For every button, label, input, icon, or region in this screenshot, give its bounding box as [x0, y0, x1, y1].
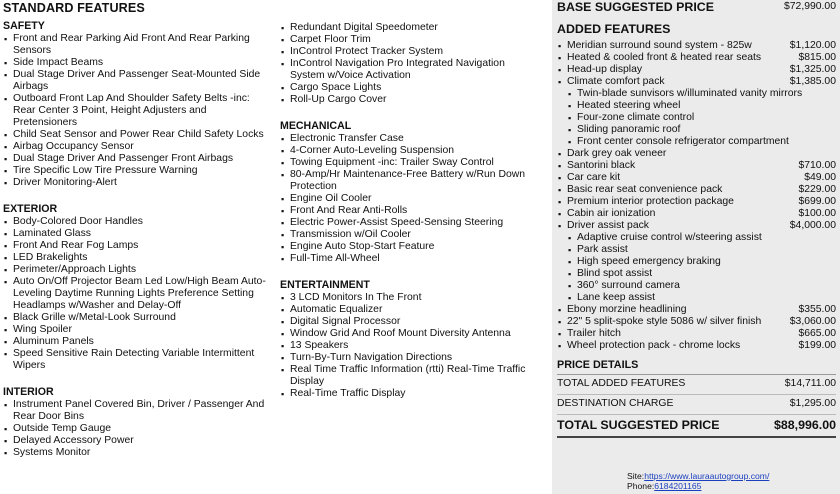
- feature-item: ▪ Speed Sensitive Rain Detecting Variable Intermittent Wipers: [3, 348, 271, 372]
- feature-item: ▪ Roll-Up Cargo Cover: [280, 94, 542, 106]
- entertainment-heading: ENTERTAINMENT: [280, 279, 370, 291]
- added-feature-name: ▪ Meridian surround sound system - 825w: [567, 40, 752, 51]
- total-price-value: $88,996.00: [773, 418, 836, 432]
- added-feature-row: [557, 64, 836, 76]
- feature-item: ▪ Front And Rear Anti-Rolls: [280, 205, 542, 217]
- base-price-label: BASE SUGGESTED PRICE: [557, 0, 714, 14]
- feature-item: ▪ Laminated Glass: [3, 228, 271, 240]
- climate-pack-contents: [557, 88, 836, 148]
- feature-item: ▪ Front And Rear Fog Lamps: [3, 240, 271, 252]
- added-feature-row: [557, 316, 836, 328]
- added-feature-price: $1,120.00: [789, 40, 836, 51]
- feature-item: ▪ Airbag Occupancy Sensor: [3, 141, 271, 153]
- phone-link[interactable]: 6184201165: [654, 481, 702, 491]
- added-feature-name: ▪ Cabin air ionization: [567, 208, 656, 219]
- base-price-value: $72,990.00: [783, 1, 836, 12]
- exterior-list: [3, 216, 271, 372]
- added-feature-row: [557, 148, 836, 160]
- feature-item: ▪ Electric Power-Assist Speed-Sensing Steering: [280, 217, 542, 229]
- feature-item: ▪ Engine Oil Cooler: [280, 193, 542, 205]
- added-feature-price: $699.00: [798, 196, 836, 207]
- feature-item: ▪ Body-Colored Door Handles: [3, 216, 271, 228]
- feature-item: ▪ Tire Specific Low Tire Pressure Warning: [3, 165, 271, 177]
- feature-item: ▪ Auto On/Off Projector Beam Led Low/High Beam Auto-Leveling Daytime Running Lights Preference Setting Headlamps w/Washer and Delay-Off: [3, 276, 271, 312]
- feature-item: ▪ InControl Navigation Pro Integrated Navigation System w/Voice Activation: [280, 58, 542, 82]
- added-feature-name: ▪ Trailer hitch: [567, 328, 621, 339]
- added-feature-row: [557, 172, 836, 184]
- feature-item: ▪ Delayed Accessory Power: [3, 435, 271, 447]
- feature-item: ▪ Outside Temp Gauge: [3, 423, 271, 435]
- added-feature-price: $665.00: [798, 328, 836, 339]
- pricing-panel: [552, 0, 840, 494]
- package-sub-item: ▪ Lane keep assist: [557, 292, 836, 304]
- package-sub-item: ▪ 360° surround camera: [557, 280, 836, 292]
- added-feature-price: $710.00: [798, 160, 836, 171]
- package-sub-item: ▪ Adaptive cruise control w/steering assist: [557, 232, 836, 244]
- added-feature-row: [557, 52, 836, 64]
- added-feature-price: $1,385.00: [789, 76, 836, 87]
- added-feature-name: ▪ Heated & cooled front & heated rear seats: [567, 52, 762, 63]
- feature-item: ▪ Cargo Space Lights: [280, 82, 542, 94]
- total-added-row: [557, 375, 836, 395]
- added-feature-name: ▪ Premium interior protection package: [567, 196, 734, 207]
- added-feature-price: $4,000.00: [789, 220, 836, 231]
- added-feature-name: ▪ 22" 5 split-spoke style 5086 w/ silver finish: [567, 316, 762, 327]
- phone-label: Phone:: [627, 481, 655, 491]
- added-feature-name: ▪ Ebony morzine headlining: [567, 304, 687, 315]
- safety-heading: SAFETY: [3, 20, 45, 32]
- standard-features-column: [3, 0, 271, 459]
- destination-label: DESTINATION CHARGE: [557, 398, 674, 409]
- feature-item: ▪ Real-Time Traffic Display: [280, 388, 542, 400]
- feature-item: ▪ Engine Auto Stop-Start Feature: [280, 241, 542, 253]
- package-sub-item: ▪ Park assist: [557, 244, 836, 256]
- feature-item: ▪ Driver Monitoring-Alert: [3, 177, 271, 189]
- destination-row: [557, 395, 836, 415]
- feature-item: ▪ 3 LCD Monitors In The Front: [280, 292, 542, 304]
- added-feature-name: ▪ Head-up display: [567, 64, 643, 75]
- safety-list: [3, 33, 271, 189]
- added-feature-row: [557, 40, 836, 52]
- feature-item: ▪ Towing Equipment -inc: Trailer Sway Control: [280, 157, 542, 169]
- added-feature-name: ▪ Car care kit: [567, 172, 621, 183]
- dealer-footer: [627, 471, 769, 491]
- feature-item: ▪ Systems Monitor: [3, 447, 271, 459]
- feature-item: ▪ Aluminum Panels: [3, 336, 271, 348]
- feature-item: ▪ Perimeter/Approach Lights: [3, 264, 271, 276]
- total-added-label: TOTAL ADDED FEATURES: [557, 378, 686, 389]
- added-features-list: [557, 40, 836, 352]
- added-feature-row: [557, 76, 836, 88]
- added-feature-name: ▪ Dark grey oak veneer: [567, 148, 667, 159]
- feature-item: ▪ Real Time Traffic Information (rtti) Real-Time Traffic Display: [280, 364, 542, 388]
- feature-item: ▪ Redundant Digital Speedometer: [280, 22, 542, 34]
- feature-item: ▪ Turn-By-Turn Navigation Directions: [280, 352, 542, 364]
- feature-item: ▪ Transmission w/Oil Cooler: [280, 229, 542, 241]
- site-link[interactable]: https://www.lauraautogroup.com/: [644, 471, 770, 481]
- feature-item: ▪ Electronic Transfer Case: [280, 133, 542, 145]
- feature-item: ▪ Side Impact Beams: [3, 57, 271, 69]
- base-price-row: [557, 0, 836, 14]
- feature-item: ▪ Carpet Floor Trim: [280, 34, 542, 46]
- added-feature-price: $815.00: [798, 52, 836, 63]
- feature-item: ▪ Instrument Panel Covered Bin, Driver / Passenger And Rear Door Bins: [3, 399, 271, 423]
- interior-list: [3, 399, 271, 459]
- driver-assist-contents: [557, 232, 836, 304]
- interior-heading: INTERIOR: [3, 386, 54, 398]
- added-feature-row: [557, 304, 836, 316]
- package-sub-item: ▪ High speed emergency braking: [557, 256, 836, 268]
- package-sub-item: ▪ Front center console refrigerator compartment: [557, 136, 836, 148]
- package-sub-item: ▪ Heated steering wheel: [557, 100, 836, 112]
- feature-item: ▪ Wing Spoiler: [3, 324, 271, 336]
- added-feature-price: $229.00: [798, 184, 836, 195]
- added-feature-name: ▪ Climate comfort pack: [567, 76, 665, 87]
- added-feature-name: ▪ Basic rear seat convenience pack: [567, 184, 723, 195]
- total-added-value: $14,711.00: [784, 378, 836, 389]
- package-sub-item: ▪ Sliding panoramic roof: [557, 124, 836, 136]
- mechanical-list: [280, 133, 542, 265]
- added-feature-price: $1,325.00: [789, 64, 836, 75]
- exterior-heading: EXTERIOR: [3, 203, 58, 215]
- feature-item: ▪ 13 Speakers: [280, 340, 542, 352]
- site-label: Site:: [627, 471, 645, 481]
- feature-item: ▪ Child Seat Sensor and Power Rear Child Safety Locks: [3, 129, 271, 141]
- feature-item: ▪ 80-Amp/Hr Maintenance-Free Battery w/Run Down Protection: [280, 169, 542, 193]
- feature-item: ▪ Digital Signal Processor: [280, 316, 542, 328]
- added-feature-row: [557, 340, 836, 352]
- added-feature-name: ▪ Wheel protection pack - chrome locks: [567, 340, 741, 351]
- added-feature-row: [557, 328, 836, 340]
- added-feature-price: $49.00: [804, 172, 836, 183]
- added-feature-row: [557, 160, 836, 172]
- feature-item: ▪ Dual Stage Driver And Passenger Seat-Mounted Side Airbags: [3, 69, 271, 93]
- feature-item: ▪ Front and Rear Parking Aid Front And Rear Parking Sensors: [3, 33, 271, 57]
- added-features-title: ADDED FEATURES: [557, 22, 671, 36]
- added-feature-row: [557, 220, 836, 232]
- added-feature-price: $355.00: [798, 304, 836, 315]
- feature-item: ▪ 4-Corner Auto-Leveling Suspension: [280, 145, 542, 157]
- feature-item: ▪ Dual Stage Driver And Passenger Front Airbags: [3, 153, 271, 165]
- mechanical-heading: MECHANICAL: [280, 120, 352, 132]
- added-feature-name: ▪ Santorini black: [567, 160, 636, 171]
- added-feature-price: $100.00: [798, 208, 836, 219]
- added-feature-row: [557, 208, 836, 220]
- added-feature-row: [557, 196, 836, 208]
- total-price-row: [557, 415, 836, 438]
- package-sub-item: ▪ Twin-blade sunvisors w/illuminated vanity mirrors: [557, 88, 836, 100]
- interior-cont-list: [280, 22, 542, 106]
- package-sub-item: ▪ Four-zone climate control: [557, 112, 836, 124]
- added-feature-name: ▪ Driver assist pack: [567, 220, 649, 231]
- destination-value: $1,295.00: [789, 398, 836, 409]
- added-feature-row: [557, 184, 836, 196]
- standard-features-column-2: [280, 22, 542, 400]
- added-feature-price: $199.00: [798, 340, 836, 351]
- feature-item: ▪ Full-Time All-Wheel: [280, 253, 542, 265]
- added-feature-price: $3,060.00: [789, 316, 836, 327]
- feature-item: ▪ Black Grille w/Metal-Look Surround: [3, 312, 271, 324]
- feature-item: ▪ LED Brakelights: [3, 252, 271, 264]
- entertainment-list: [280, 292, 542, 400]
- package-sub-item: ▪ Blind spot assist: [557, 268, 836, 280]
- standard-features-title: STANDARD FEATURES: [3, 1, 145, 15]
- total-price-label: TOTAL SUGGESTED PRICE: [557, 418, 720, 432]
- feature-item: ▪ InControl Protect Tracker System: [280, 46, 542, 58]
- feature-item: ▪ Automatic Equalizer: [280, 304, 542, 316]
- price-details-title: PRICE DETAILS: [557, 359, 836, 375]
- feature-item: ▪ Outboard Front Lap And Shoulder Safety Belts -inc: Rear Center 3 Point, Height Adjusters and Pretensioners: [3, 93, 271, 129]
- feature-item: ▪ Window Grid And Roof Mount Diversity Antenna: [280, 328, 542, 340]
